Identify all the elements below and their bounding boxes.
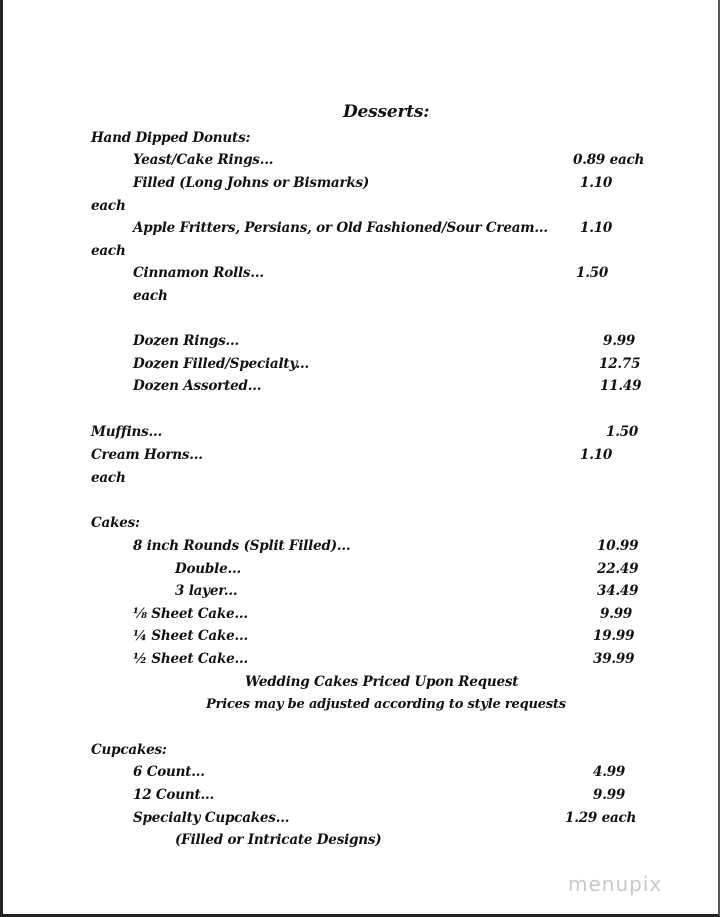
item-price: 11.49	[600, 378, 642, 394]
item-price: 1.10	[580, 220, 613, 236]
cupcakes-heading: Cupcakes:	[91, 742, 167, 758]
style-note: Prices may be adjusted according to style requests	[206, 697, 566, 712]
item-price: 9.99	[600, 606, 633, 622]
item-price: 1.10	[580, 175, 613, 191]
item-price: 39.99	[593, 651, 635, 667]
watermark: menupix	[568, 872, 663, 896]
item-price: 9.99	[603, 333, 636, 349]
item-unit: each	[91, 470, 126, 486]
item-name: ¼ Sheet Cake...	[133, 628, 248, 644]
item-name: 12 Count...	[133, 787, 215, 803]
item-price: 1.50	[576, 265, 609, 281]
item-price: 0.89 each	[573, 152, 645, 168]
item-price: 19.99	[593, 628, 635, 644]
item-name: Cream Horns...	[91, 447, 203, 463]
item-name: Dozen Rings...	[133, 333, 239, 349]
item-name: Specialty Cupcakes...	[133, 810, 290, 826]
item-price: 34.49	[597, 583, 639, 599]
item-price: 4.99	[593, 764, 626, 780]
item-price: 12.75	[599, 356, 641, 372]
item-price: 10.99	[597, 538, 639, 554]
item-name: Dozen Filled/Specialty...	[133, 356, 310, 372]
item-name: Cinnamon Rolls...	[133, 265, 264, 281]
item-price: 1.29 each	[565, 810, 637, 826]
item-name: Dozen Assorted...	[133, 378, 262, 394]
item-note: (Filled or Intricate Designs)	[175, 832, 382, 848]
item-name: Double...	[175, 561, 241, 577]
item-name: 8 inch Rounds (Split Filled)...	[133, 538, 351, 554]
item-price: 22.49	[597, 561, 639, 577]
item-price: 9.99	[593, 787, 626, 803]
item-price: 1.50	[606, 424, 639, 440]
donuts-heading: Hand Dipped Donuts:	[91, 130, 251, 146]
item-name: 3 layer...	[175, 583, 238, 599]
item-name: ½ Sheet Cake...	[133, 651, 248, 667]
cakes-heading: Cakes:	[91, 515, 140, 531]
item-name: 6 Count...	[133, 764, 205, 780]
page-title: Desserts:	[343, 102, 430, 122]
item-price: 1.10	[580, 447, 613, 463]
item-unit: each	[91, 198, 126, 214]
wedding-note: Wedding Cakes Priced Upon Request	[245, 674, 519, 690]
item-name: Filled (Long Johns or Bismarks)	[133, 175, 370, 191]
item-name: ⅛ Sheet Cake...	[133, 606, 248, 622]
item-unit: each	[91, 243, 126, 259]
item-name: Apple Fritters, Persians, or Old Fashioned/Sour Cream...	[133, 220, 548, 236]
item-name: Muffins...	[91, 424, 163, 440]
item-name: Yeast/Cake Rings...	[133, 152, 274, 168]
item-unit: each	[133, 288, 168, 304]
